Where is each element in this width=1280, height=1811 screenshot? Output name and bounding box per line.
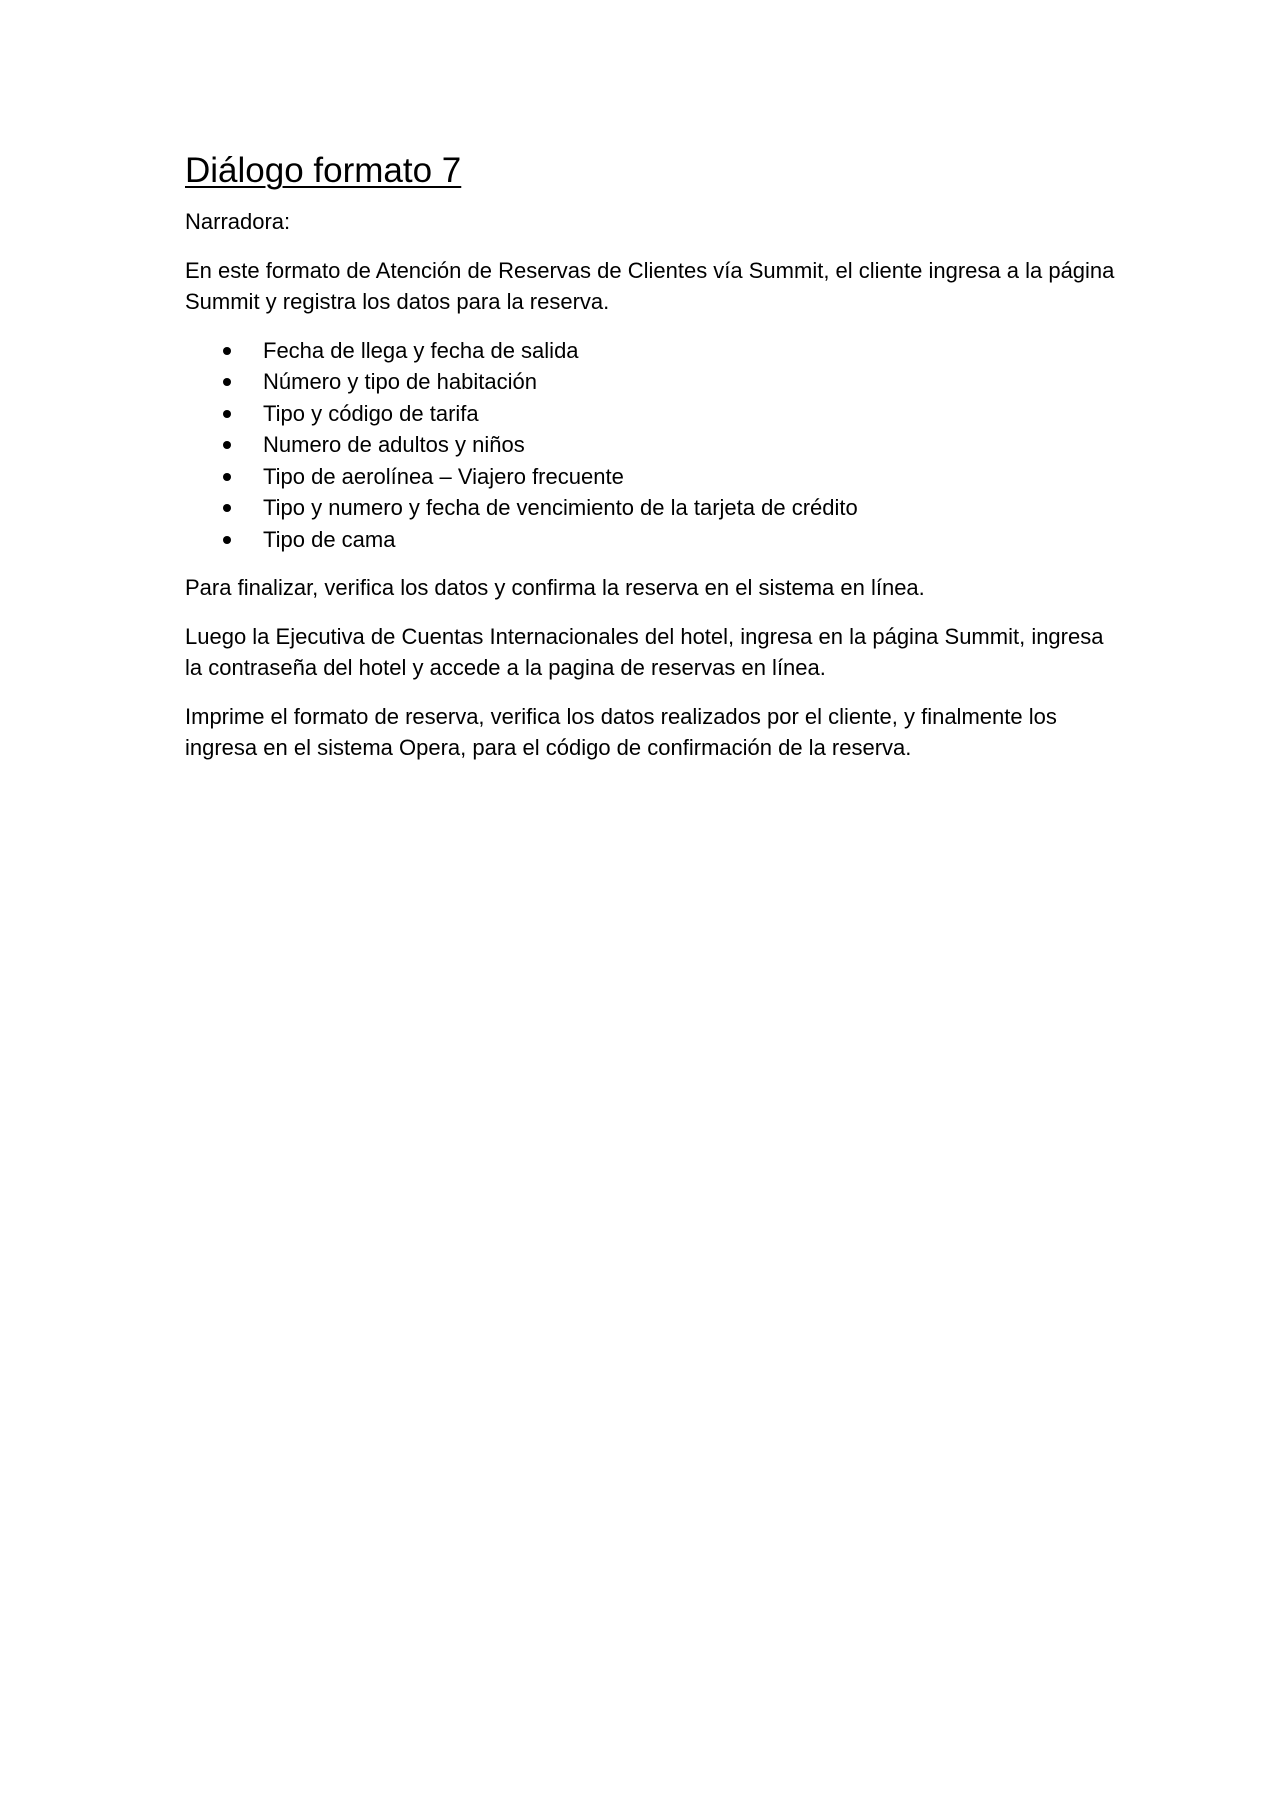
intro-paragraph: En este formato de Atención de Reservas de Clientes vía Summit, el cliente ingresa a la página Summit y registra los datos para la reserva. xyxy=(185,257,1115,314)
reservation-data-list xyxy=(185,335,1115,556)
bullet-icon xyxy=(223,347,231,355)
list-item-text: Tipo de aerolínea – Viajero frecuente xyxy=(263,463,624,489)
bullet-icon xyxy=(223,378,231,386)
list-item xyxy=(185,492,1115,524)
list-item-text: Tipo y código de tarifa xyxy=(263,400,479,426)
bullet-icon xyxy=(223,504,231,512)
list-item xyxy=(185,398,1115,430)
executive-paragraph: Luego la Ejecutiva de Cuentas Internacionales del hotel, ingresa en la página Summit, ingresa la contraseña del hotel y accede a la pagina de reservas en línea. xyxy=(185,623,1104,680)
list-item xyxy=(185,335,1115,367)
bullet-icon xyxy=(223,441,231,449)
list-item xyxy=(185,461,1115,493)
bullet-icon xyxy=(223,473,231,481)
narrator-label: Narradora: xyxy=(185,209,291,234)
page-title: Diálogo formato 7 xyxy=(185,151,462,190)
list-item-text: Número y tipo de habitación xyxy=(263,369,537,394)
print-paragraph: Imprime el formato de reserva, verifica los datos realizados por el cliente, y finalmente los ingresa en el sistema Opera, para el código de confirmación de la reserva. xyxy=(185,703,1057,760)
list-item-text: Numero de adultos y niños xyxy=(263,432,525,457)
list-item xyxy=(185,524,1115,556)
list-item-text: Tipo de cama xyxy=(263,526,396,552)
list-item-text: Fecha de llega y fecha de salida xyxy=(263,337,579,363)
bullet-icon xyxy=(223,536,231,544)
document-body xyxy=(185,150,1115,781)
finalize-paragraph: Para finalizar, verifica los datos y confirma la reserva en el sistema en línea. xyxy=(185,575,925,600)
list-item xyxy=(185,429,1115,461)
bullet-icon xyxy=(223,410,231,418)
list-item xyxy=(185,366,1115,398)
list-item-text: Tipo y numero y fecha de vencimiento de la tarjeta de crédito xyxy=(263,495,858,520)
